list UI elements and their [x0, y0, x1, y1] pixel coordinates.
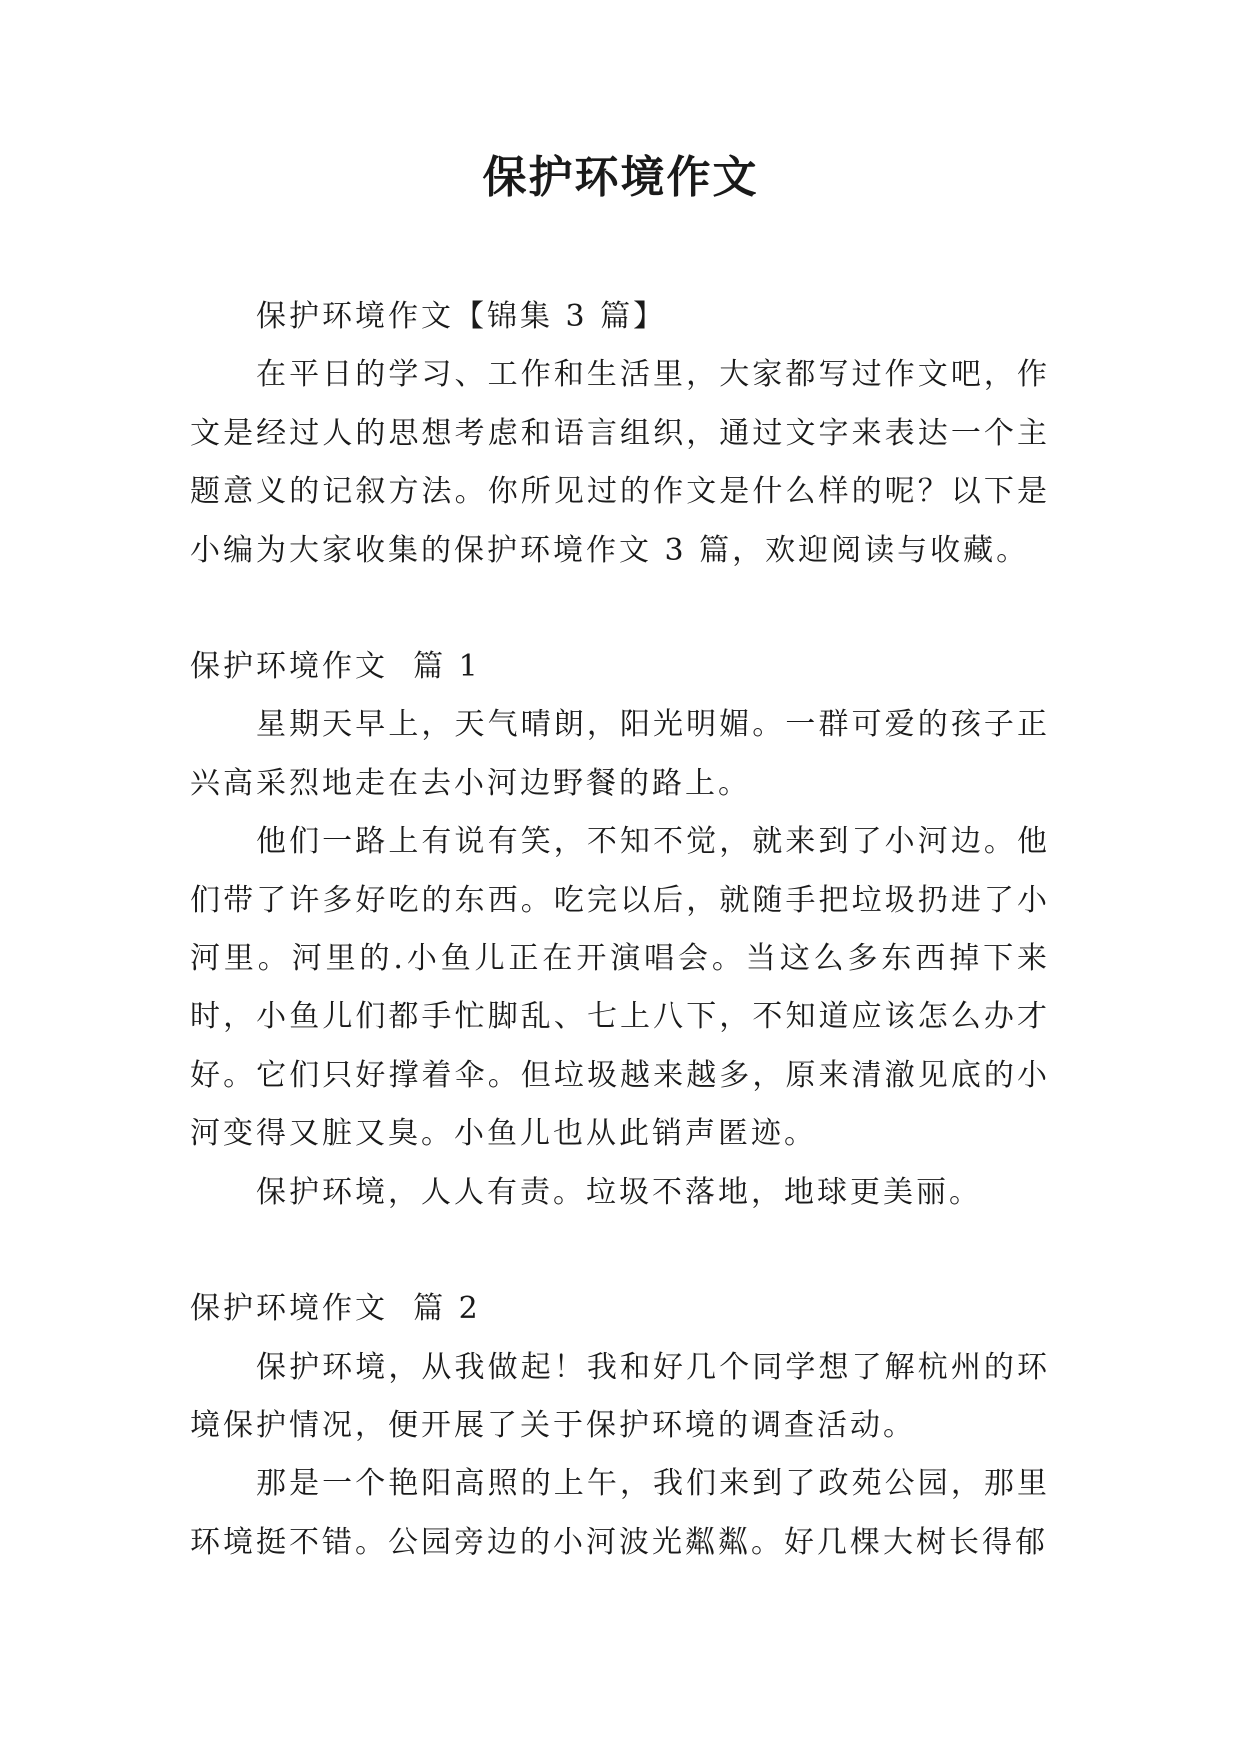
intro-subtitle: 保护环境作文【锦集 3 篇】 [256, 299, 667, 334]
essay-1-heading: 保护环境作文 篇 1 [190, 649, 481, 685]
intro-paragraph: 在平日的学习、工作和生活里，大家都写过作文吧，作文是经过人的思想考虑和语言组织，通过文字来表达一个主题意义的记叙方法。你所见过的作文是什么样的呢？以下是小编为大家收集的保护环境作文 3 篇，欢迎阅读与收藏。 [190, 357, 1050, 568]
essay-1-paragraph-2: 他们一路上有说有笑，不知不觉，就来到了小河边。他们带了许多好吃的东西。吃完以后，就随手把垃圾扔进了小河里。河里的.小鱼儿正在开演唱会。当这么多东西掉下来时，小鱼儿们都手忙脚乱、七上八下，不知道应该怎么办才好。它们只好撑着伞。但垃圾越来越多，原来清澈见底的小河变得又脏又臭。小鱼儿也从此销声匿迹。 [190, 824, 1050, 1152]
page-title: 保护环境作文 [482, 152, 759, 203]
essay-2-heading: 保护环境作文 篇 2 [190, 1291, 481, 1327]
essay-1-paragraph-3: 保护环境，人人有责。垃圾不落地，地球更美丽。 [256, 1174, 982, 1210]
essay-2-paragraph-1: 保护环境，从我做起！我和好几个同学想了解杭州的环境保护情况，便开展了关于保护环境的调查活动。 [190, 1349, 1050, 1443]
essay-1-paragraph-1: 星期天早上，天气晴朗，阳光明媚。一群可爱的孩子正兴高采烈地走在去小河边野餐的路上。 [190, 707, 1050, 801]
essay-2-paragraph-2: 那是一个艳阳高照的上午，我们来到了政苑公园，那里环境挺不错。公园旁边的小河波光粼粼。好几棵大树长得郁 [190, 1466, 1050, 1560]
document-body [190, 288, 1050, 1572]
